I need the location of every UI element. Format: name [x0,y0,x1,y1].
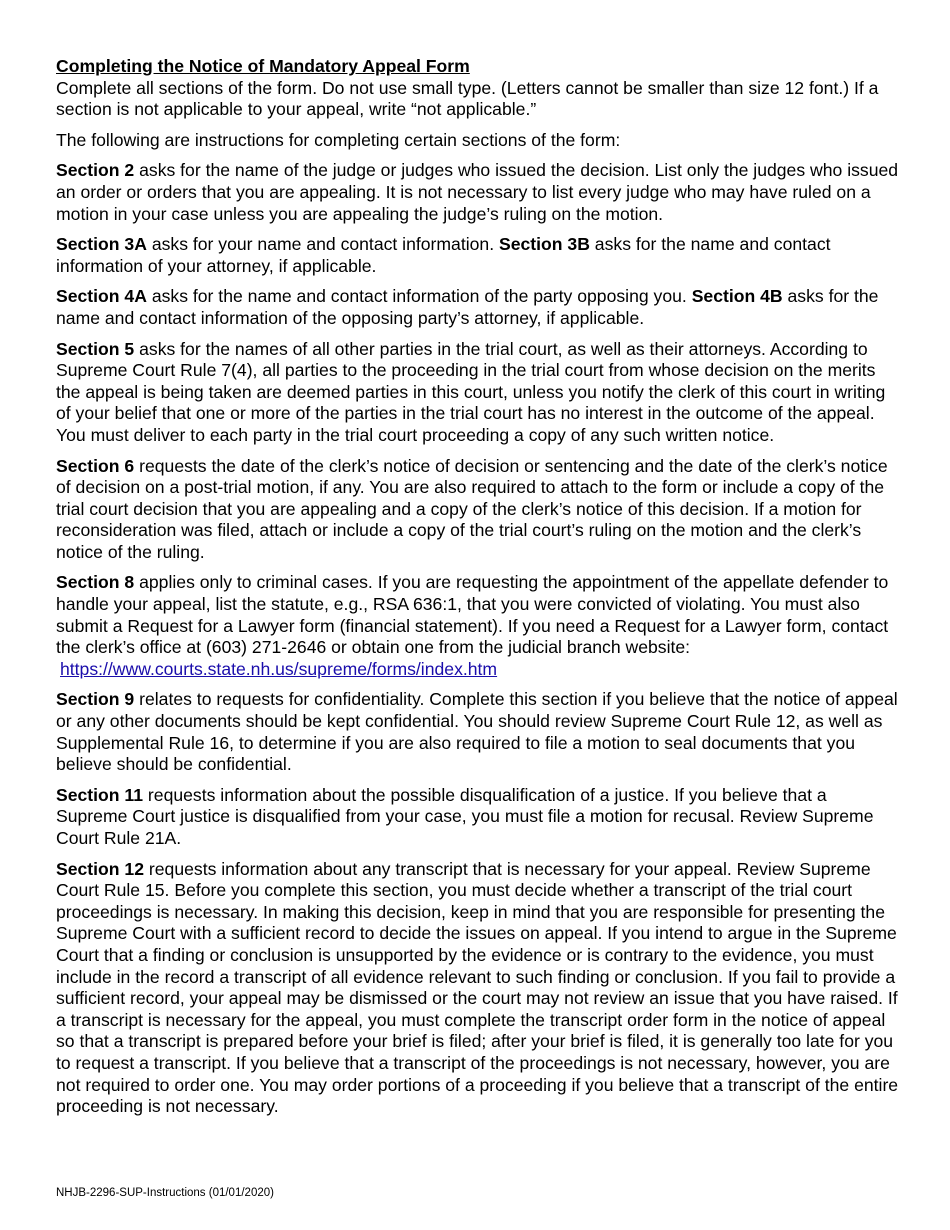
section-9-paragraph [56,689,901,775]
section-8-label: Section 8 [56,572,135,593]
section-11-paragraph [56,785,901,850]
section-4a-text: asks for the name and contact information of the party opposing you. [146,286,692,307]
section-3a-label: Section 3A [56,234,147,255]
section-5-text: asks for the names of all other parties in the trial court, as well as their attorneys. According to Supreme Court Rule 7(4), all parties to the proceeding in the trial court from whose decision on the merits the appeal is being taken are deemed parties in this court, unless you notify the clerk of this court in writing of your belief that one or more of the parties in the trial court has no interest in the outcome of the appeal. You must deliver to each party in the trial court proceeding a copy of any such written notice. [56,338,886,445]
section-8-paragraph [56,572,901,680]
section-12-paragraph [56,859,901,1118]
section-3b-label: Section 3B [498,234,590,255]
section-11-text: requests information about the possible disqualification of a justice. If you believe that a Supreme Court justice is disqualified from your case, you must file a motion for recusal. Review Supreme Court Rule 21A. [56,784,874,848]
section-6-text: requests the date of the clerk’s notice of decision or sentencing and the date of the clerk’s notice of decision on a post-trial motion, if any. You are also required to attach to the form or include a copy of the trial court decision that you are appealing and a copy of the clerk’s notice of this decision. If a motion for reconsideration was filed, attach or include a copy of the trial court’s ruling on the motion and the clerk’s notice of the ruling. [56,455,888,562]
section-12-label: Section 12 [56,858,145,879]
section-2-text: asks for the name of the judge or judges who issued the decision. List only the judges who issued an order or orders that you are appealing. It is not necessary to list every judge who may have ruled on a motion in your case unless you are appealing the judge’s ruling on the motion. [56,160,899,224]
section-9-text: relates to requests for confidentiality. Complete this section if you believe that the notice of appeal or any other documents should be kept confidential. You should review Supreme Court Rule 12, as well as Supplemental Rule 16, to determine if you are also required to file a motion to seal documents that you believe should be confidential. [56,689,898,775]
forms-website-link[interactable]: https://www.courts.state.nh.us/supreme/forms/index.htm [60,658,498,679]
page-title: Completing the Notice of Mandatory Appeal Form [56,56,470,76]
section-3a-text: asks for your name and contact information. [146,234,499,255]
section-12-text: requests information about any transcript that is necessary for your appeal. Review Supreme Court Rule 15. Before you complete this section, you must decide whether a transcript of the trial court proceedings is necessary. In making this decision, keep in mind that you are responsible for presenting the Supreme Court with a sufficient record to decide the issues on appeal. If you intend to argue in the Supreme Court that a finding or conclusion is unsupported by the evidence or is contrary to the evidence, you must include in the record a transcript of all evidence relevant to such finding or conclusion. If you fail to provide a sufficient record, your appeal may be dismissed or the court may not review an issue that you have raised. If a transcript is necessary for the appeal, you must complete the transcript order form in the notice of appeal so that a transcript is prepared before your brief is filed; after your brief is filed, it is generally too late for you to request a transcript. If you believe that a transcript of the proceedings is not necessary, however, you are not required to order one. You may order portions of a proceeding if you believe that a transcript of the entire proceeding is not necessary. [56,858,899,1117]
section-6-paragraph [56,456,901,564]
section-9-label: Section 9 [56,689,135,710]
section-8-text: applies only to criminal cases. If you are requesting the appointment of the appellate defender to handle your appeal, list the statute, e.g., RSA 636:1, that you were convicted of violating. You must also submit a Request for a Lawyer form (financial statement). If you need a Request for a Lawyer form, contact the clerk’s office at (603) 271-2646 or obtain one from the judicial branch website: [56,572,889,658]
section-2-label: Section 2 [56,160,135,181]
section-4b-label: Section 4B [691,286,783,307]
section-5-label: Section 5 [56,338,135,359]
section-4-paragraph [56,286,901,329]
section-4b-text: asks for the name and contact information of the opposing party’s attorney, if applicable. [56,286,879,328]
section-11-label: Section 11 [56,784,144,805]
intro-paragraph: Complete all sections of the form. Do not use small type. (Letters cannot be smaller than size 12 font.) If a section is not applicable to your appeal, write “not applicable.” [56,77,879,120]
section-3b-text: asks for the name and contact information of your attorney, if applicable. [56,234,831,276]
instructions-page [56,56,901,1127]
section-5-paragraph [56,339,901,447]
section-4a-label: Section 4A [56,286,147,307]
section-3-paragraph [56,234,901,277]
section-2-paragraph [56,160,901,225]
instructions-lead: The following are instructions for completing certain sections of the form: [56,129,621,150]
form-footer-code: NHJB-2296-SUP-Instructions (01/01/2020) [56,1187,274,1199]
section-6-label: Section 6 [56,455,135,476]
